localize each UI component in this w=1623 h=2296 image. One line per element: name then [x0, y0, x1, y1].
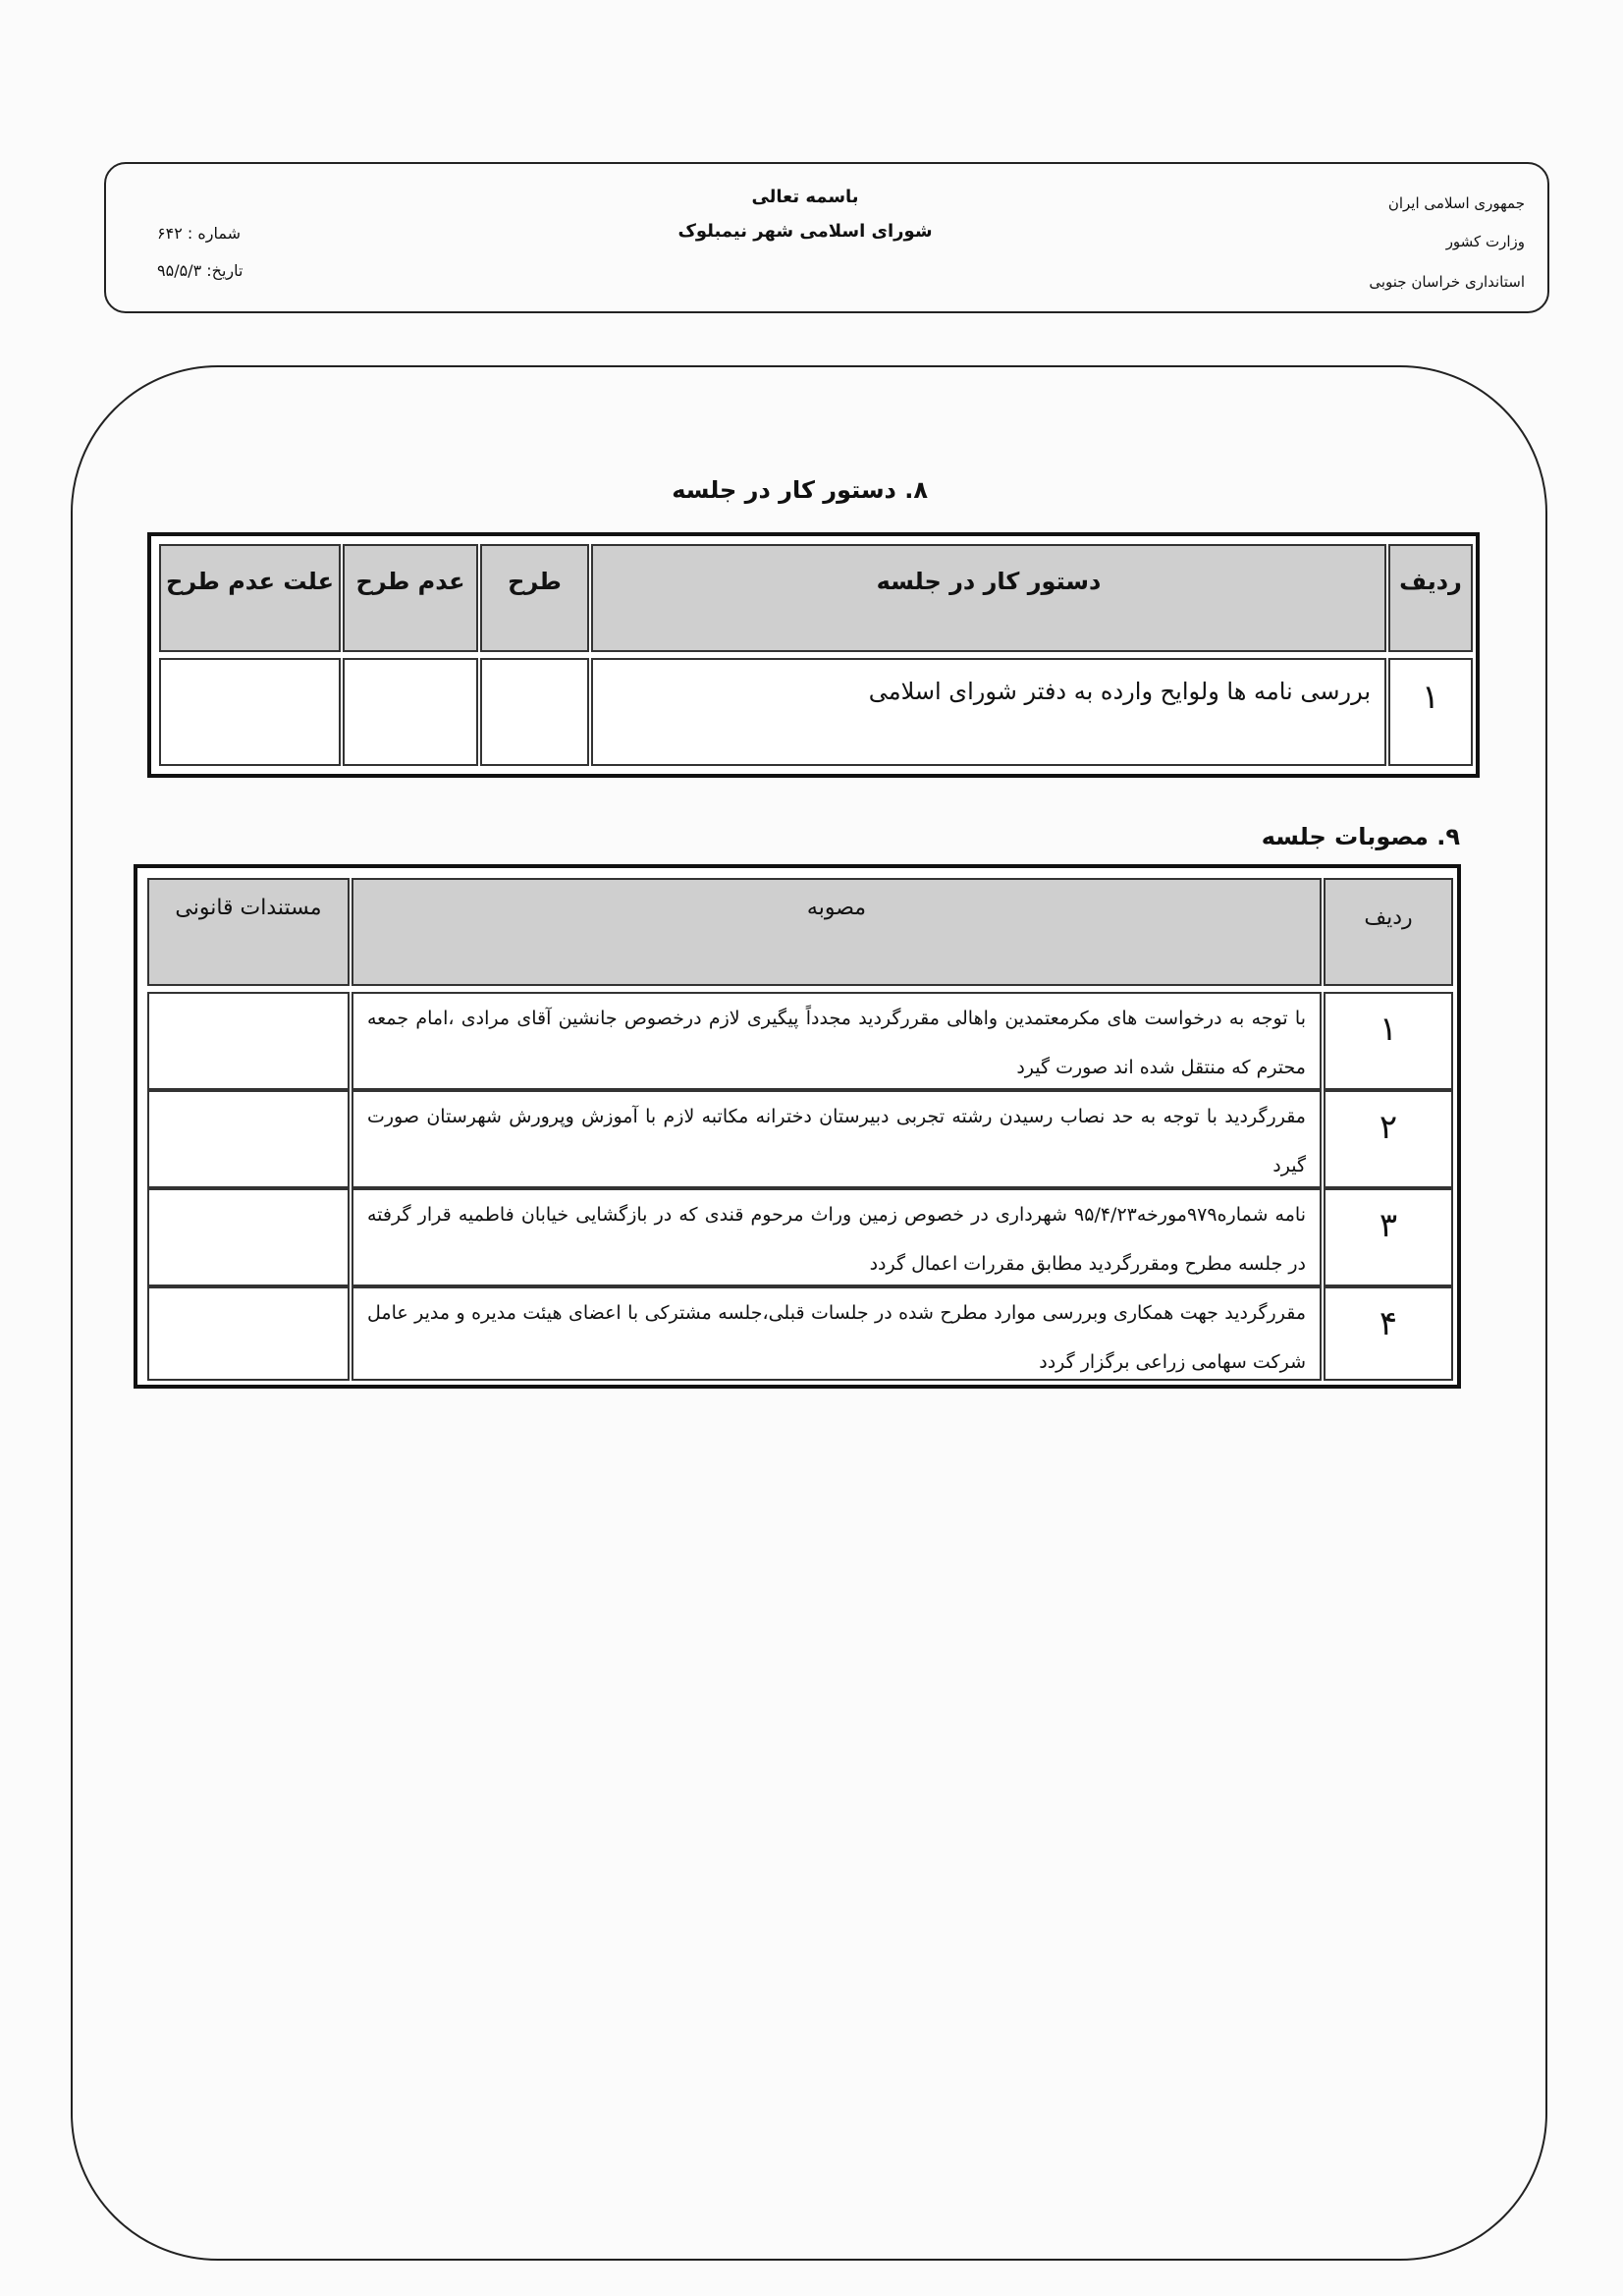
resolution-row-text: نامه شماره۹۷۹مورخه۹۵/۴/۲۳ شهرداری در خصوص زمین وراث مرحوم قندی که در بازگشایی خیابان فاطمیه قرار گرفته در جلسه مطرح ومقررگردید مطابق مقررات اعمال گردد — [352, 1188, 1322, 1286]
letter-date — [157, 261, 243, 280]
resolution-row-text: مقررگردید با توجه به حد نصاب رسیدن رشته تجربی دبیرستان دخترانه مکاتبه لازم با آموزش وپرورش شهرستان صورت گیرد — [352, 1090, 1322, 1188]
resolution-row-legal — [147, 1188, 350, 1286]
agenda-title: ۸. دستور کار در جلسه — [672, 476, 928, 504]
agenda-row-num: ۱ — [1388, 658, 1473, 766]
resolutions-title: ۹. مصوبات جلسه — [1261, 823, 1460, 850]
agenda-col-agenda: دستور کار در جلسه — [591, 544, 1386, 652]
agenda-table — [147, 532, 1480, 778]
agenda-col-reason: علت عدم طرح — [159, 544, 341, 652]
resolution-row-num: ۱ — [1324, 992, 1453, 1090]
number-label: شماره : — [187, 224, 241, 243]
resolution-row-num: ۴ — [1324, 1286, 1453, 1381]
resolution-row-legal — [147, 1286, 350, 1381]
governorate-name: استانداری خراسان جنوبی — [1369, 273, 1525, 291]
agenda-col-proposed: طرح — [480, 544, 589, 652]
resolution-row-num: ۲ — [1324, 1090, 1453, 1188]
resolutions-col-legal: مستندات قانونی — [147, 878, 350, 986]
date-label: تاریخ: — [206, 261, 243, 280]
bismillah: باسمه تعالی — [751, 187, 859, 207]
resolution-row-legal — [147, 1090, 350, 1188]
agenda-col-not-proposed: عدم طرح — [343, 544, 478, 652]
date-value: ۹۵/۵/۳ — [157, 261, 202, 280]
number-value: ۶۴۲ — [157, 224, 183, 243]
agenda-row-not-proposed — [343, 658, 478, 766]
resolution-row-legal — [147, 992, 350, 1090]
agenda-col-row: ردیف — [1388, 544, 1473, 652]
agenda-row-proposed — [480, 658, 589, 766]
ministry-name: وزارت کشور — [1445, 233, 1525, 250]
resolution-row-text: با توجه به درخواست های مکرمعتمدین واهالی مقررگردید مجدداً پیگیری لازم درخصوص جانشین آقای مرادی ،امام جمعه محترم که منتقل شده اند صورت گیرد — [352, 992, 1322, 1090]
agenda-row-reason — [159, 658, 341, 766]
resolutions-col-resolution: مصوبه — [352, 878, 1322, 986]
agenda-row-text: بررسی نامه ها ولوایح وارده به دفتر شورای اسلامی — [591, 658, 1386, 766]
resolution-row-num: ۳ — [1324, 1188, 1453, 1286]
letter-number — [157, 224, 241, 243]
resolution-row-text: مقررگردید جهت همکاری وبررسی موارد مطرح شده در جلسات قبلی،جلسه مشترکی با اعضای هیئت مدیره و مدیر عامل شرکت سهامی زراعی برگزار گردد — [352, 1286, 1322, 1381]
resolutions-table — [134, 864, 1461, 1389]
country-name: جمهوری اسلامی ایران — [1387, 194, 1525, 212]
resolutions-col-row: ردیف — [1324, 878, 1453, 986]
council-name: شورای اسلامی شهر نیمبلوک — [677, 221, 933, 242]
